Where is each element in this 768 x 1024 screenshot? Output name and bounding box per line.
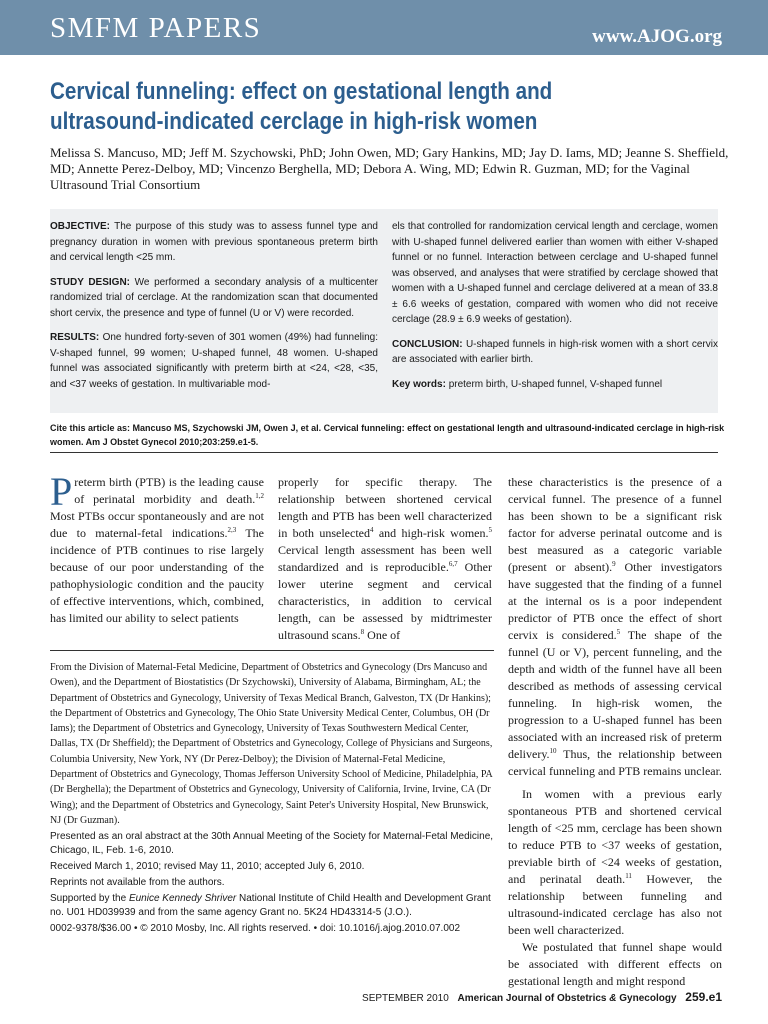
reprints-note: Reprints not available from the authors. — [50, 877, 225, 889]
body-column-3: these characteristics is the presence of a cervical funnel. The presence of a funnel has been shown to be a significant risk factor for adverse perinatal outcome and is best measured as a categoric variable (present or absent).$^9$ Other investigators have suggested that the finding of a funnel at the internal os is a poor independent predictor of PTB once the effect of short cervix is considered.$^5$ The shape of the funnel (U or V), percent funneling, and the depth and width of the funnel have all been described as methods of assessing cervical funneling. In high-risk women, the progression to a U-shaped funnel has been associated with an increased risk of preterm delivery.$^{10}$ Thus, the relationship between cervical funneling and PTB remains unclear. In women with a previous early spontaneous PTB and shortened cervical length of <25 mm, cerclage has been shown to reduce PTB to <37 weeks of gestation, previable birth of <24 weeks of gestation, and perinatal death.$^{11}$ However, the relationship between funneling and ultrasound-indicated cerclage has also not been well characterized. We postulated that funnel shape would be associated with different effects on gestational length and might respond — [508, 475, 722, 988]
abstract-results-continued: els that controlled for randomization cervical length and cerclage, women with U-shaped funnel delivered earlier than women with either V-shaped funnel or no funnel. Interaction between cerclage and U-shaped funnel was observed, and analyses that were stratified by cerclage showed that women with a U-shaped funnel and cerclage delivered at a mean of 33.8 ± 6.6 weeks of gestation, compared with women who did not receive cerclage (28.9 ± 6.9 weeks of gestation). — [392, 221, 718, 325]
funding-note: Supported by the Eunice Kennedy Shriver National Institute of Child Health and Development Grant no. U01 HD039939 and from the same agency Grant no. 5K24 HD43314-5 (J.O.). — [50, 893, 491, 919]
abstract-left-column — [50, 219, 378, 392]
drop-cap: P — [50, 469, 73, 514]
abstract-conclusion: CONCLUSION: U-shaped funnels in high-risk women with a short cervix are associated with earlier birth. — [392, 338, 718, 365]
abstract-keywords: Key words: preterm birth, U-shaped funnel, V-shaped funnel — [392, 378, 663, 390]
citation-rule — [50, 452, 718, 453]
affiliations: From the Division of Maternal-Fetal Medicine, Department of Obstetrics and Gynecology (Drs Mancuso and Owen), and the Department of Biostatistics (Dr Szychowski), University of Alabama, Birmingham, AL; the Department of Obstetrics and Gynecology, University of Texas Medical Branch, Galveston, TX (Dr Hankins); the Department of Obstetrics and Gynecology, The Ohio State University Medical Center, Columbus, OH (Dr Iams); the Department of Obstetrics and Gynecology, University of Texas Southwestern Medical Center, Dallas, TX (Dr Sheffield); the Department of Obstetrics and Gynecology, College of Physicians and Surgeons, Columbia University, New York, NY (Dr Perez-Delboy); the Division of Maternal-Fetal Medicine, Department of Obstetrics and Gynecology, Thomas Jefferson University School of Medicine, Philadelphia, PA (Dr Berghella); the Department of Obstetrics and Gynecology, University of California, Irvine, Irvine, CA (Dr Wing); and the Department of Obstetrics and Gynecology, Saint Peter's University Hospital, New Brunswick, NJ (Dr Guzman). — [50, 662, 493, 826]
author-list: Melissa S. Mancuso, MD; Jeff M. Szychowski, PhD; John Owen, MD; Gary Hankins, MD; Jay D. Iams, MD; Jeanne S. Sheffield, MD; Annette Perez-Delboy, MD; Vincenzo Berghella, MD; Debora A. Wing, MD; Edwin R. Guzman, MD; for the Vaginal Ultrasound Trial Consortium — [50, 145, 729, 192]
abstract-right-column — [392, 219, 718, 392]
journal-section-title: SMFM PAPERS — [50, 12, 262, 44]
article-title: Cervical funneling: effect on gestational length and ultrasound-indicated cerclage in high-risk women — [50, 78, 553, 135]
abstract-objective: OBJECTIVE: The purpose of this study was to assess funnel type and pregnancy duration in women with previous spontaneous preterm birth and cervical length <25 mm. — [50, 221, 378, 263]
page-number: 259.e1 — [685, 990, 722, 1004]
body-column-2: properly for specific therapy. The relationship between shortened cervical length and PTB has been well characterized in both unselected$^4$ and high-risk women.$^5$ Cervical length assessment has been well standardized and is reproducible.$^{6,7}$ Other lower uterine segment and cervical characteristics, in addition to cervical length, can be assessed by midtrimester ultrasound scans.$^8$ One of — [278, 475, 493, 642]
citation-line: Cite this article as: Mancuso MS, Szychowski JM, Owen J, et al. Cervical funneling: effect on gestational length and ultrasound-indicated cerclage in high-risk women. Am J Obstet Gynecol 2010;203:259.e1-5. — [50, 423, 725, 447]
journal-website-link[interactable]: www.AJOG.org — [592, 26, 722, 47]
footnotes — [50, 660, 494, 936]
page-footer: SEPTEMBER 2010 American Journal of Obstetrics & Gynecology 259.e1 — [362, 990, 722, 1004]
abstract-results: RESULTS: One hundred forty-seven of 301 women (49%) had funneling: V-shaped funnel, 99 women; U-shaped funnel, 48 women. U-shaped funnel was associated significantly with preterm birth at <24, <28, <35, and <37 weeks of gestation. In multivariable mod- — [50, 332, 379, 390]
abstract-study-design: STUDY DESIGN: We performed a secondary analysis of a multicenter randomized trial of cerclage. At the randomization scan that documented short cervix, the presence and type of funnel (U or V) were recorded. — [50, 276, 378, 319]
issn-doi-line: 0002-9378/$36.00 • © 2010 Mosby, Inc. All rights reserved. • doi: 10.1016/j.ajog.2010.07.002 — [50, 923, 461, 935]
footnote-rule — [50, 650, 494, 651]
presented-note: Presented as an oral abstract at the 30th Annual Meeting of the Society for Maternal-Fetal Medicine, Chicago, IL, Feb. 1-6, 2010. — [50, 831, 494, 857]
received-dates: Received March 1, 2010; revised May 11, 2010; accepted July 6, 2010. — [50, 861, 365, 873]
body-column-1: Preterm birth (PTB) is the leading cause of perinatal morbidity and death.$^{1,2}$ Most PTBs occur spontaneously and are not due to maternal-fetal indications.$^{2,3}$ The incidence of PTB continues to rise largely because of our poor understanding of the pathophysiologic condition and the paucity of effective interventions, which, combined, has limited our ability to select patients — [50, 469, 264, 625]
